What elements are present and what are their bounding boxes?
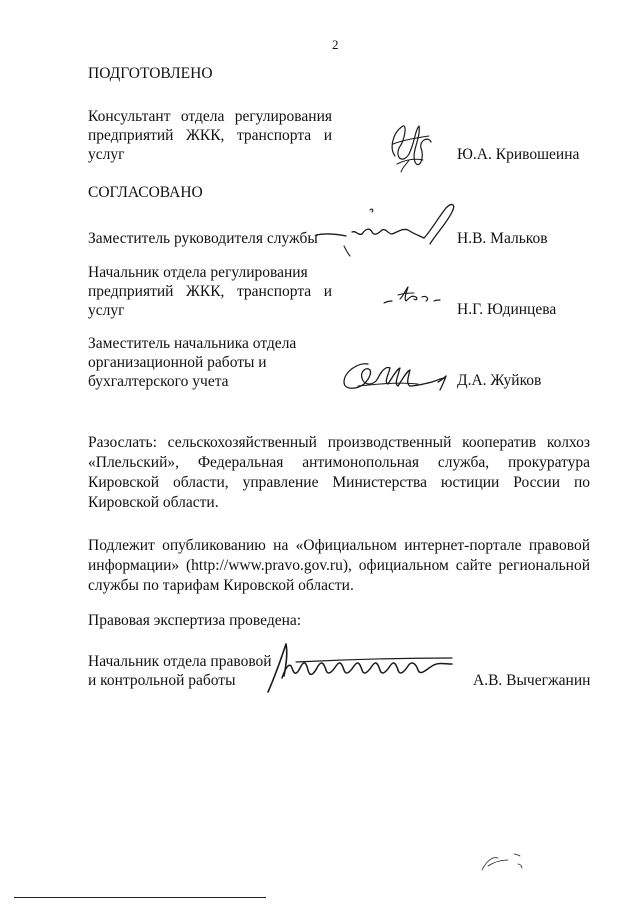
publication-line: службы по тарифам Кировской области.: [88, 577, 354, 594]
prepared-position-line: предприятий ЖКК, транспорта и: [88, 127, 332, 144]
signer-position-line: услуг: [88, 302, 125, 319]
signature-yudintseva: [382, 285, 442, 309]
signer-position-line: Начальник отдела регулирования: [88, 264, 308, 281]
prepared-position-line: услуг: [88, 146, 125, 163]
signature-malkov: [312, 198, 462, 262]
signer-name-yudintseva: Н.Г. Юдинцева: [457, 301, 557, 318]
signer-position-line: бухгалтерского учета: [88, 373, 229, 390]
legal-review-heading: Правовая экспертиза проведена:: [88, 612, 302, 629]
prepared-position-line: Консультант отдела регулирования: [88, 108, 332, 125]
signer-position-zhuykov: [88, 334, 332, 391]
signature-zhuykov: [338, 356, 458, 396]
page-number: 2: [332, 37, 339, 52]
prepared-position: [88, 107, 332, 164]
legal-review-position-line: и контрольной работы: [88, 672, 236, 689]
signer-name-zhuykov: Д.А. Жуйков: [457, 372, 542, 389]
distribution-paragraph: [88, 433, 590, 513]
publication-line: Подлежит опубликованию на «Официальном интернет-портале правовой: [88, 537, 590, 554]
signature-krivosheina: [385, 118, 435, 180]
distribution-line: Кировской области.: [88, 494, 219, 511]
distribution-line: «Плельский», Федеральная антимонопольная служба, прокуратура: [88, 454, 590, 471]
initial-mark: [478, 848, 528, 878]
signer-position-malkov: Заместитель руководителя службы: [88, 230, 318, 247]
publication-paragraph: [88, 536, 590, 596]
signer-position-yudintseva: [88, 263, 332, 320]
prepared-heading: ПОДГОТОВЛЕНО: [88, 65, 213, 82]
legal-review-position-line: Начальник отдела правовой: [88, 653, 272, 670]
signer-name-malkov: Н.В. Мальков: [457, 230, 548, 247]
distribution-line: Кировской области, управление Министерства юстиции России по: [88, 474, 590, 491]
signature-vychegzhanin: [256, 640, 466, 700]
footer-rule: [14, 897, 266, 898]
legal-review-position: [88, 652, 272, 690]
publication-line: информации» (http://www.pravo.gov.ru), официальном сайте региональной: [88, 557, 590, 574]
legal-review-name: А.В. Вычегжанин: [473, 672, 591, 689]
agreed-heading: СОГЛАСОВАНО: [88, 184, 203, 201]
signer-position-line: организационной работы и: [88, 354, 267, 371]
prepared-name: Ю.А. Кривошеина: [457, 146, 580, 163]
signer-position-line: предприятий ЖКК, транспорта и: [88, 283, 332, 300]
signer-position-line: Заместитель начальника отдела: [88, 335, 297, 352]
distribution-line: Разослать: сельскохозяйственный производственный кооператив колхоз: [88, 434, 590, 451]
